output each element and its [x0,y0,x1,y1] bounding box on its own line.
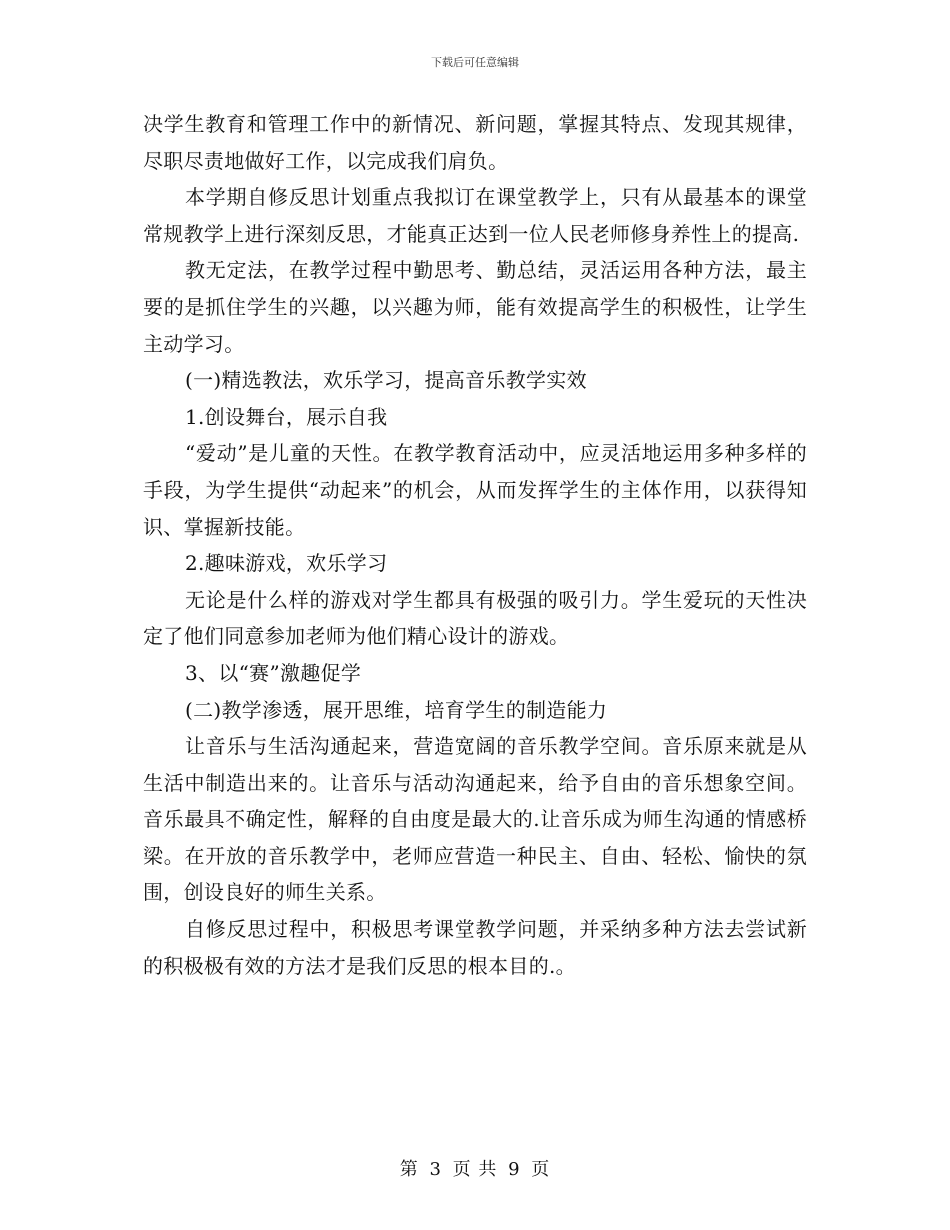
page-footer [0,1155,950,1181]
section-heading: (一)精选教法，欢乐学习，提高音乐教学实效 [185,368,587,393]
header-note: 下载后可任意编辑 [431,56,519,69]
paragraph: 让音乐与生活沟通起来，营造宽阔的音乐教学空间。音乐原来就是从生活中制造出来的。让音乐与活动沟通起来，给予自由的音乐想象空间。音乐最具不确定性，解释的自由度是最大的.让音乐成为师生沟通的情感桥梁。在开放的音乐教学中，老师应营造一种民主、自由、轻松、愉快的氛围，创设良好的师生关系。 [143,734,807,905]
paragraph: 本学期自修反思计划重点我拟订在课堂教学上，只有从最基本的课堂常规教学上进行深刻反思，才能真正达到一位人民老师修身养性上的提高. [143,185,807,246]
body-text [143,106,807,984]
page-label-prefix: 第 [399,1159,419,1180]
section-heading: (二)教学渗透，展开思维，培育学生的制造能力 [185,697,608,722]
subsection-heading: 2.趣味游戏，欢乐学习 [185,551,388,576]
page-label-mid: 页 共 [452,1159,498,1180]
paragraph: “爱动”是儿童的天性。在教学教育活动中，应灵活地运用多种多样的手段，为学生提供“动起来”的机会，从而发挥学生的主体作用，以获得知识、掌握新技能。 [143,441,807,539]
paragraph: 决学生教育和管理工作中的新情况、新问题，掌握其特点、发现其规律，尽职尽责地做好工作，以完成我们肩负。 [143,112,807,173]
subsection-heading: 1.创设舞台，展示自我 [185,404,388,429]
paragraph: 教无定法，在教学过程中勤思考、勤总结，灵活运用各种方法，最主要的是抓住学生的兴趣，以兴趣为师，能有效提高学生的积极性，让学生主动学习。 [143,258,807,356]
paragraph: 无论是什么样的游戏对学生都具有极强的吸引力。学生爱玩的天性决定了他们同意参加老师为他们精心设计的游戏。 [143,587,807,649]
page-label-suffix: 页 [531,1159,551,1180]
current-page-number: 3 [429,1159,442,1180]
total-pages-number: 9 [508,1159,521,1180]
paragraph: 自修反思过程中，积极思考课堂教学问题，并采纳多种方法去尝试新的积极极有效的方法才是我们反思的根本目的.。 [143,917,807,978]
subsection-heading: 3、以“赛”激趣促学 [185,660,362,685]
